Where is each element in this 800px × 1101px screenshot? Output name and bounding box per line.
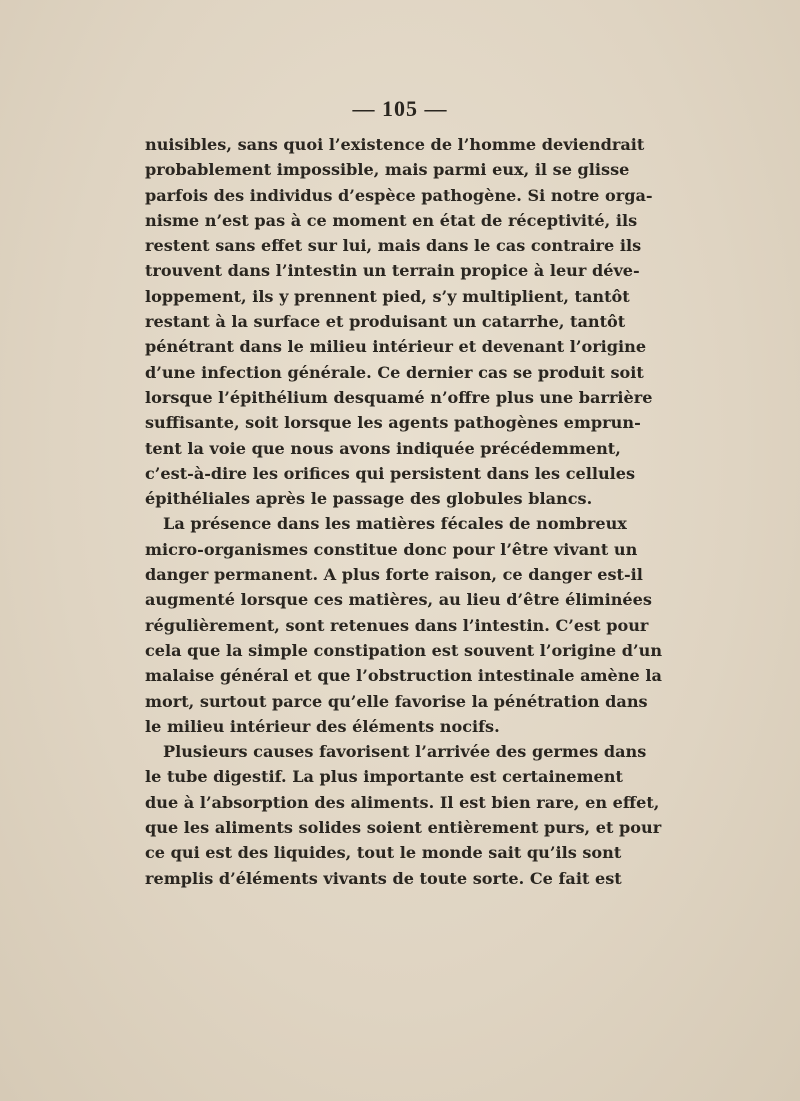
text-line: lorsque l’épithélium desquamé n’offre plus une barrière [145, 387, 653, 407]
text-line: micro-organismes constitue donc pour l’être vivant un [145, 539, 638, 559]
text-line: que les aliments solides soient entièrement purs, et pour [145, 818, 662, 838]
text-line: d’une infection générale. Ce dernier cas se produit soit [145, 362, 644, 382]
text-line: régulièrement, sont retenues dans l’intestin. C’est pour [145, 615, 649, 635]
paragraph-end-line: le milieu intérieur des éléments nocifs. [145, 716, 500, 736]
page-number: — 105 — [352, 96, 448, 121]
text-line: mort, surtout parce qu’elle favorise la pénétration dans [145, 691, 648, 711]
text-line: loppement, ils y prennent pied, s’y multiplient, tantôt [145, 286, 630, 306]
text-line: parfois des individus d’espèce pathogène. Si notre orga- [145, 185, 653, 205]
text-line: probablement impossible, mais parmi eux, il se glisse [145, 160, 630, 180]
paragraph-start-line: La présence dans les matières fécales de nombreux [163, 514, 627, 534]
text-line: suffisante, soit lorsque les agents pathogènes emprun- [145, 413, 641, 433]
text-line: ce qui est des liquides, tout le monde sait qu’ils sont [145, 843, 622, 863]
text-line: restant à la surface et produisant un catarrhe, tantôt [145, 312, 626, 332]
text-line: tent la voie que nous avons indiquée précédemment, [145, 438, 621, 458]
text-line: danger permanent. A plus forte raison, ce danger est-il [145, 565, 643, 585]
text-line: augmenté lorsque ces matières, au lieu d’être éliminées [145, 590, 652, 610]
text-line: trouvent dans l’intestin un terrain propice à leur déve- [145, 261, 640, 281]
paragraph-start-line: Plusieurs causes favorisent l’arrivée des germes dans [163, 742, 647, 762]
text-line: remplis d’éléments vivants de toute sorte. Ce fait est [145, 868, 622, 888]
text-line: malaise général et que l’obstruction intestinale amène la [145, 666, 662, 686]
paragraph-end-line: épithéliales après le passage des globules blancs. [145, 489, 593, 509]
text-line: le tube digestif. La plus importante est certainement [145, 767, 623, 787]
text-line: due à l’absorption des aliments. Il est bien rare, en effet, [145, 792, 660, 812]
text-line: pénétrant dans le milieu intérieur et devenant l’origine [145, 337, 647, 357]
text-line: cela que la simple constipation est souvent l’origine d’un [145, 640, 663, 660]
text-line: nisme n’est pas à ce moment en état de réceptivité, ils [145, 210, 638, 230]
text-line: restent sans effet sur lui, mais dans le cas contraire ils [145, 236, 642, 256]
text-line: c’est-à-dire les orifices qui persistent dans les cellules [145, 463, 636, 483]
text-line: nuisibles, sans quoi l’existence de l’homme deviendrait [145, 135, 645, 154]
body-text [145, 132, 663, 891]
